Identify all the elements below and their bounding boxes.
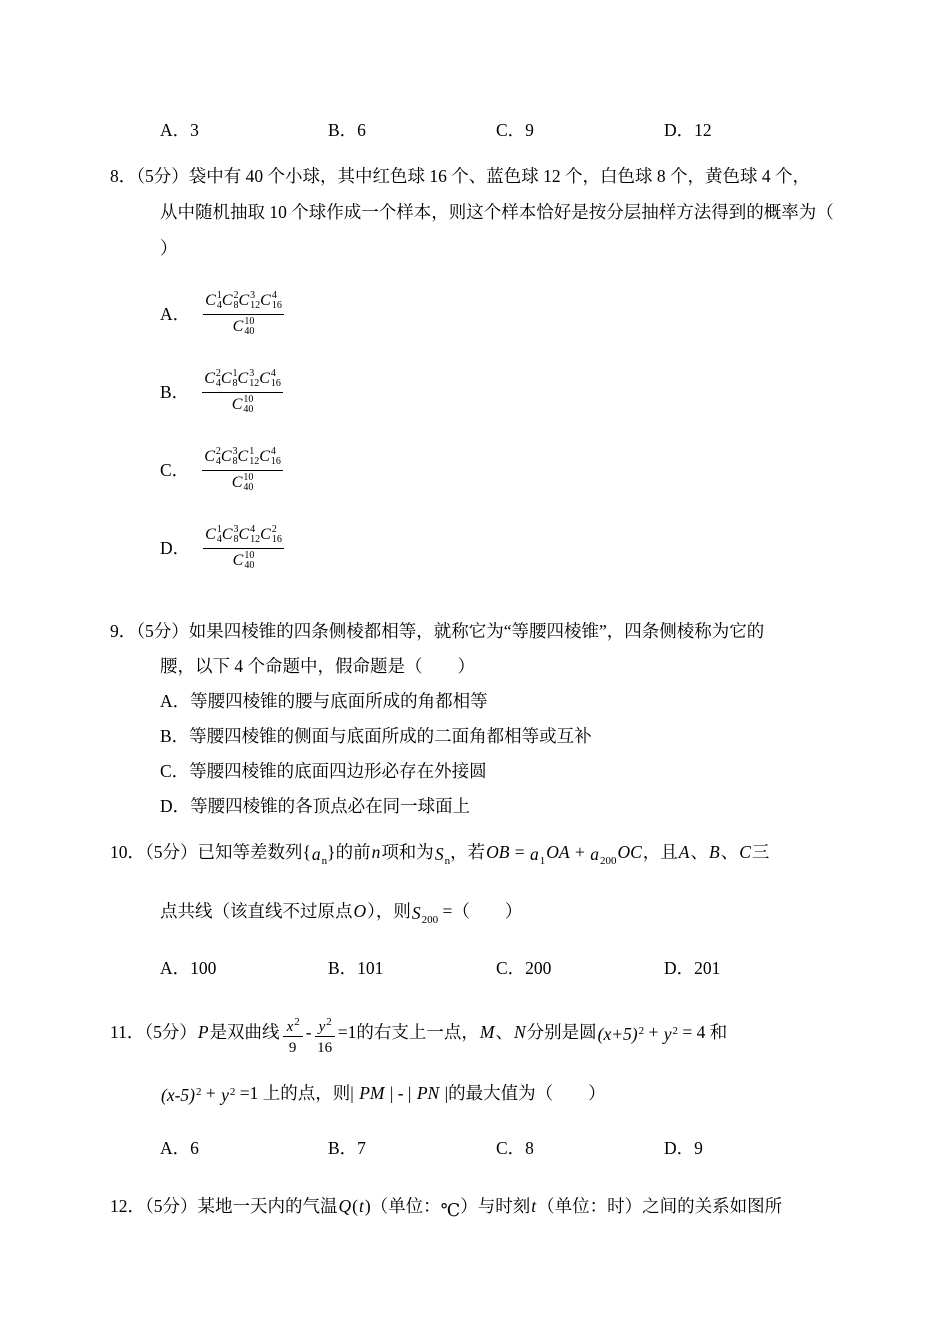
text-run: 三 bbox=[751, 842, 770, 862]
combination-term: C 4 16 bbox=[259, 368, 281, 389]
q9-choice-D bbox=[160, 789, 850, 824]
choice-label: A． bbox=[160, 303, 191, 324]
text-run: | bbox=[440, 1083, 449, 1103]
text-run: 8．（5分）袋中有 40 个小球，其中红色球 16 个、蓝色球 12 个，白色球 8 个，黄色球 4 个， bbox=[110, 166, 810, 186]
question-9 bbox=[110, 614, 850, 824]
text-run: 9．（5分）如果四棱锥的四条侧棱都相等，就称它为“等腰四棱锥”，四条侧棱称为它的 bbox=[110, 621, 765, 641]
math-variable: OB bbox=[486, 842, 510, 862]
math-superscript-term: $(x-5)^2$ bbox=[161, 1085, 202, 1105]
text-run: 点共线（该直线不过原点 bbox=[160, 901, 353, 921]
q8-line-2 bbox=[160, 194, 850, 230]
choice-D: D．12 bbox=[664, 120, 712, 140]
text-run: 12．（5分）某地一天内的气温 bbox=[110, 1196, 338, 1216]
choice-label: C． bbox=[160, 459, 190, 480]
combination-term: C 2 16 bbox=[260, 524, 282, 545]
math-variable: O bbox=[353, 901, 367, 921]
choice-D: D．201 bbox=[664, 958, 721, 978]
text-run: 、 bbox=[720, 842, 739, 862]
text-run: 是双曲线 bbox=[209, 1022, 280, 1042]
combination-fraction bbox=[202, 367, 283, 415]
combination-term: C 10 40 bbox=[232, 550, 255, 571]
text-run: } bbox=[327, 842, 336, 862]
text-run: | - | bbox=[385, 1083, 416, 1103]
combination-term: C 1 8 bbox=[220, 368, 238, 389]
q11-answer-choices bbox=[110, 1130, 850, 1166]
text-run: 腰，以下 4 个命题中，假命题是（ ） bbox=[160, 656, 475, 676]
text-run: ( bbox=[352, 1196, 358, 1216]
text-run: | bbox=[350, 1083, 359, 1103]
question-8 bbox=[110, 158, 850, 266]
fraction bbox=[315, 1009, 335, 1059]
fraction-denominator bbox=[203, 315, 284, 337]
fraction-numerator bbox=[202, 367, 283, 393]
choice-B: B．7 bbox=[328, 1138, 366, 1158]
q7-answer-choices bbox=[110, 112, 850, 148]
math-subscript-term: $a_n$ bbox=[311, 844, 328, 867]
text-run: = bbox=[510, 842, 530, 862]
choice-A: A．6 bbox=[160, 1138, 199, 1158]
choice-B: B．6 bbox=[328, 120, 366, 140]
combination-term: C 2 4 bbox=[204, 446, 221, 467]
comb-choice-A bbox=[160, 274, 850, 352]
q10-line-2 bbox=[160, 885, 850, 944]
q9-choice-C bbox=[160, 754, 850, 789]
fraction-denominator bbox=[315, 1037, 335, 1059]
math-subscript-term: $a_{200}$ bbox=[590, 844, 617, 867]
text-run: =1 上的点，则 bbox=[235, 1083, 351, 1103]
text-run: + bbox=[570, 842, 590, 862]
q9-choice-B bbox=[160, 719, 850, 754]
fraction-numerator bbox=[202, 445, 283, 471]
choice-D: D．9 bbox=[664, 1138, 703, 1158]
math-variable: PM bbox=[359, 1083, 385, 1103]
text-run: 16 bbox=[317, 1039, 333, 1056]
q9-line-2 bbox=[160, 649, 850, 684]
math-variable: t bbox=[531, 1196, 537, 1216]
math-superscript-term: $y^2$ bbox=[663, 1024, 679, 1044]
q11-line-2 bbox=[160, 1061, 850, 1122]
text-run: 项和为 bbox=[381, 842, 434, 862]
question-12 bbox=[110, 1180, 850, 1232]
math-variable: OA bbox=[546, 842, 570, 862]
text-run: A．等腰四棱锥的腰与底面所成的角都相等 bbox=[160, 691, 488, 711]
question-10 bbox=[110, 826, 850, 944]
choice-label: D． bbox=[160, 537, 191, 558]
choice-C: C．9 bbox=[496, 120, 534, 140]
math-superscript-term: $(x+5)^2$ bbox=[597, 1024, 645, 1044]
fraction-numerator bbox=[283, 1009, 303, 1037]
math-variable: PN bbox=[416, 1083, 440, 1103]
text-run: 、 bbox=[690, 842, 708, 862]
math-variable: P bbox=[197, 1022, 209, 1042]
choice-A: A．3 bbox=[160, 120, 199, 140]
combination-term: C 4 16 bbox=[259, 446, 281, 467]
combination-term: C 10 40 bbox=[232, 316, 255, 337]
text-run: ），则 bbox=[367, 901, 411, 921]
math-variable: N bbox=[513, 1022, 526, 1042]
combination-term: C 3 12 bbox=[237, 368, 260, 389]
combination-term: C 3 8 bbox=[220, 446, 238, 467]
math-variable: A bbox=[678, 842, 690, 862]
combination-fraction bbox=[202, 445, 283, 493]
combination-term: C 1 4 bbox=[205, 290, 222, 311]
text-run: = 4 和 bbox=[678, 1022, 728, 1042]
text-run: - bbox=[305, 1022, 312, 1042]
comb-choice-D bbox=[160, 508, 850, 586]
math-superscript-term: $x^2$ bbox=[286, 1015, 300, 1035]
combination-term: C 3 8 bbox=[221, 524, 239, 545]
text-run: + bbox=[644, 1022, 663, 1042]
fraction-denominator bbox=[283, 1037, 303, 1059]
math-subscript-term: $S_n$ bbox=[434, 844, 451, 867]
fraction-numerator bbox=[315, 1009, 335, 1037]
math-superscript-term: $y^2$ bbox=[221, 1085, 236, 1105]
combination-term: C 10 40 bbox=[231, 472, 254, 493]
text-run: 11．（5分） bbox=[110, 1022, 197, 1042]
text-run: 9 bbox=[288, 1039, 297, 1056]
combination-term: C 3 12 bbox=[238, 290, 261, 311]
q9-line-1 bbox=[110, 614, 850, 649]
text-run: C．等腰四棱锥的底面四边形必存在外接圆 bbox=[160, 761, 487, 781]
math-variable: n bbox=[371, 842, 381, 862]
combination-term: C 4 16 bbox=[260, 290, 282, 311]
q10-line-1 bbox=[110, 826, 850, 885]
question-11 bbox=[110, 1000, 850, 1122]
combination-term: C 2 4 bbox=[204, 368, 221, 389]
text-run: 、 bbox=[495, 1022, 513, 1042]
q8-line-3 bbox=[160, 230, 850, 266]
math-variable: B bbox=[708, 842, 720, 862]
math-variable: Q bbox=[338, 1196, 352, 1216]
q11-line-1 bbox=[110, 1000, 850, 1061]
q9-choice-A bbox=[160, 684, 850, 719]
choice-C: C．8 bbox=[496, 1138, 534, 1158]
choice-B: B．101 bbox=[328, 958, 384, 978]
combination-fraction bbox=[203, 289, 284, 337]
text-run: 从中随机抽取 10 个球作成一个样本，则这个样本恰好是按分层抽样方法得到的概率为（ bbox=[160, 202, 834, 222]
text-run: 分别是圆 bbox=[526, 1022, 597, 1042]
combination-term: C 1 4 bbox=[205, 524, 222, 545]
text-run: =1的右支上一点， bbox=[337, 1022, 479, 1042]
choice-A: A．100 bbox=[160, 958, 217, 978]
combination-term: C 1 12 bbox=[237, 446, 260, 467]
text-run: D．等腰四棱锥的各顶点必在同一球面上 bbox=[160, 796, 471, 816]
text-run: ，若 bbox=[450, 842, 486, 862]
text-run: （单位：时）之间的关系如图所 bbox=[537, 1196, 783, 1216]
choice-label: B． bbox=[160, 381, 190, 402]
fraction-denominator bbox=[202, 393, 283, 415]
text-run: B．等腰四棱锥的侧面与底面所成的二面角都相等或互补 bbox=[160, 726, 592, 746]
fraction bbox=[283, 1009, 303, 1059]
combination-term: C 10 40 bbox=[231, 394, 254, 415]
text-run: 的前 bbox=[335, 842, 371, 862]
text-run: =（ ） bbox=[438, 901, 523, 921]
text-run: ) bbox=[364, 1196, 371, 1216]
q8-answer-choices bbox=[110, 274, 850, 586]
q12-line-1 bbox=[110, 1180, 850, 1232]
text-run: 的最大值为（ ） bbox=[448, 1083, 606, 1103]
fraction-numerator bbox=[203, 289, 284, 315]
math-subscript-term: $S_{200}$ bbox=[411, 903, 439, 926]
choice-C: C．200 bbox=[496, 958, 552, 978]
text-run: ）与时刻 bbox=[460, 1196, 531, 1216]
text-run: ，且 bbox=[642, 842, 678, 862]
math-variable: C bbox=[739, 842, 751, 862]
text-run: （单位： bbox=[370, 1196, 441, 1216]
text-run: ） bbox=[160, 238, 178, 258]
math-variable: M bbox=[479, 1022, 495, 1042]
math-variable: OC bbox=[617, 842, 642, 862]
text-run: + bbox=[201, 1083, 221, 1103]
q10-answer-choices bbox=[110, 950, 850, 986]
comb-choice-B bbox=[160, 352, 850, 430]
fraction-numerator bbox=[203, 523, 284, 549]
fraction-denominator bbox=[202, 471, 283, 493]
math-subscript-term: $a_1$ bbox=[530, 844, 546, 867]
lowered-symbol: ℃ bbox=[440, 1200, 461, 1220]
combination-term: C 2 8 bbox=[221, 290, 239, 311]
q8-line-1 bbox=[110, 158, 850, 194]
text-run: 10．（5分）已知等差数列 bbox=[110, 842, 303, 862]
combination-fraction bbox=[203, 523, 284, 571]
fraction-denominator bbox=[203, 549, 284, 571]
comb-choice-C bbox=[160, 430, 850, 508]
combination-term: C 4 12 bbox=[238, 524, 261, 545]
text-run: { bbox=[302, 842, 311, 862]
math-superscript-term: $y^2$ bbox=[318, 1015, 332, 1035]
math-variable: t bbox=[358, 1196, 364, 1216]
